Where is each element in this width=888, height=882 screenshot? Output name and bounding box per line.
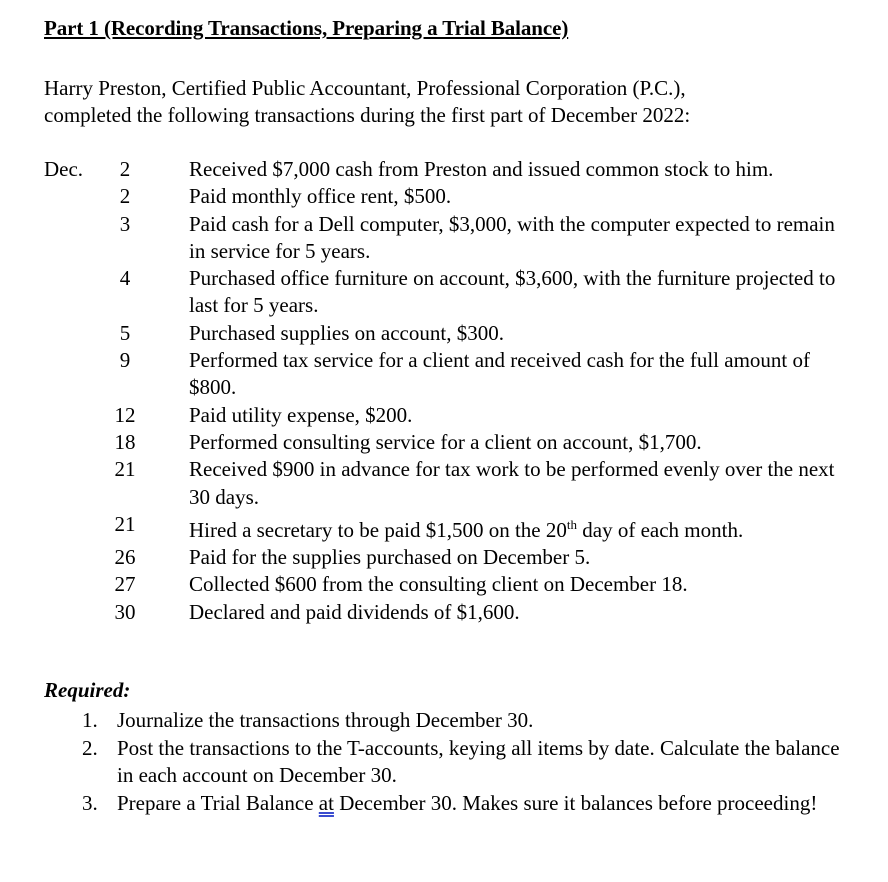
required-list	[44, 707, 844, 817]
transaction-description: Received $7,000 cash from Preston and issued common stock to him.	[189, 157, 774, 181]
transaction-day: 30	[114, 599, 136, 624]
required-item-text-part: Prepare a Trial Balance	[117, 790, 319, 815]
transaction-row	[44, 402, 844, 429]
transaction-day: 2	[119, 184, 131, 209]
transaction-row	[44, 265, 844, 320]
required-item-number: 2.	[82, 735, 98, 760]
ordinal-suffix: th	[566, 516, 578, 532]
transaction-row	[44, 544, 844, 571]
transaction-row	[44, 347, 844, 402]
transaction-description-text: Hired a secretary to be paid $1,500 on the 20	[189, 517, 567, 542]
required-item	[44, 735, 844, 790]
transaction-description	[189, 511, 839, 544]
transaction-day: 21	[114, 511, 136, 536]
transaction-description: Performed tax service for a client and received cash for the full amount of $800.	[189, 348, 810, 400]
transaction-description: Purchased supplies on account, $300.	[189, 320, 504, 345]
transaction-description: Paid cash for a Dell computer, $3,000, with the computer expected to remain in service for 5 years.	[189, 211, 835, 263]
transaction-day: 4	[119, 266, 131, 291]
transaction-row	[44, 156, 844, 183]
transaction-day: 3	[119, 211, 131, 236]
page-title: Part 1 (Recording Transactions, Preparing a Trial Balance)	[44, 16, 569, 40]
required-item-number: 3.	[82, 790, 98, 815]
required-item-number: 1.	[82, 708, 98, 732]
transaction-row	[44, 429, 844, 456]
transaction-description: Received $900 in advance for tax work to be performed evenly over the next 30 days.	[189, 457, 835, 509]
transaction-row	[44, 511, 844, 544]
transaction-month: Dec.	[44, 157, 84, 181]
transaction-description: Declared and paid dividends of $1,600.	[189, 599, 520, 624]
transaction-day: 18	[114, 429, 136, 454]
transaction-row	[44, 320, 844, 347]
transaction-day: 9	[119, 348, 131, 373]
transaction-row	[44, 571, 844, 598]
required-item-text: Journalize the transactions through December 30.	[117, 708, 534, 732]
required-heading: Required:	[44, 678, 131, 702]
transaction-day: 2	[119, 157, 131, 181]
transaction-day: 26	[114, 545, 136, 570]
transaction-row	[44, 183, 844, 210]
required-item-text: Post the transactions to the T-accounts, keying all items by date. Calculate the balance in each account on December 30.	[117, 735, 840, 787]
transaction-day: 5	[119, 320, 131, 345]
required-item-text-part: December 30. Makes sure it balances before proceeding!	[333, 790, 818, 815]
intro-line-1: Harry Preston, Certified Public Accountant, Professional Corporation (P.C.),	[44, 76, 686, 100]
transaction-row	[44, 456, 844, 511]
transaction-day: 12	[114, 402, 136, 427]
required-item-text	[117, 791, 817, 815]
transaction-day: 27	[114, 572, 136, 597]
transaction-description: Paid utility expense, $200.	[189, 402, 413, 427]
transaction-row	[44, 211, 844, 266]
transaction-row	[44, 599, 844, 626]
intro-paragraph	[44, 75, 844, 129]
transaction-description: Collected $600 from the consulting client on December 18.	[189, 572, 688, 597]
transaction-day: 21	[114, 457, 136, 482]
intro-line-2: completed the following transactions during the first part of December 2022:	[44, 103, 691, 127]
transaction-description: Paid for the supplies purchased on December 5.	[189, 545, 591, 570]
underlined-word: at	[318, 790, 334, 815]
required-item	[44, 790, 844, 818]
transaction-list	[44, 156, 844, 626]
transaction-description: Performed consulting service for a client on account, $1,700.	[189, 429, 702, 454]
transaction-description-text: day of each month.	[577, 517, 744, 542]
transaction-description: Paid monthly office rent, $500.	[189, 184, 452, 209]
required-item	[44, 707, 844, 735]
transaction-description: Purchased office furniture on account, $3,600, with the furniture projected to last for 5 years.	[189, 266, 836, 318]
